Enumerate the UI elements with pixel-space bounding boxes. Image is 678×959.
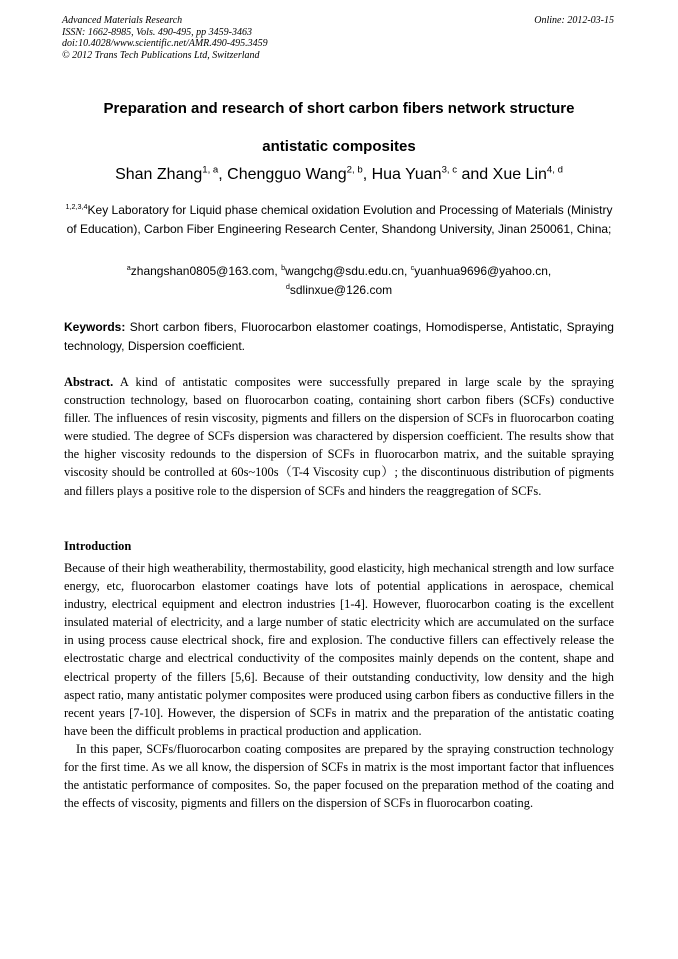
journal-name: Advanced Materials Research (62, 15, 183, 26)
author-name: Xue Lin (492, 166, 547, 183)
abstract-label: Abstract. (64, 375, 114, 389)
affiliation-sup: 1,2,3,4 (65, 202, 88, 211)
author-name: Chengguo Wang (227, 166, 347, 183)
email-sup: b (281, 263, 286, 272)
email-sep: , (547, 264, 552, 278)
section-heading-introduction: Introduction (64, 539, 132, 553)
keywords-section (64, 318, 614, 356)
journal-copyright: © 2012 Trans Tech Publications Ltd, Switzerland (62, 49, 260, 61)
keywords-text: Short carbon fibers, Fluorocarbon elastomer coatings, Homodisperse, Antistatic, Spraying technology, Dispersion coefficient. (64, 320, 614, 353)
author-list (64, 164, 614, 186)
email-sup: d (285, 282, 290, 291)
email-address: sdlinxue@126.com (289, 283, 393, 297)
email-sep: , (274, 264, 282, 278)
author-sup: 2, b (346, 164, 363, 176)
title-line-1: Preparation and research of short carbon fibers network structure (103, 100, 575, 117)
author-sup: 4, d (546, 164, 563, 176)
affiliation (64, 201, 614, 239)
abstract-text: A kind of antistatic composites were successfully prepared in large scale by the spraying construction technology, based on fluorocarbon coating, containing short carbon fibers (SCFs) conductive filler. The influences of resin viscosity, pigments and fillers on the dispersion of SCFs in fluorocarbon coating were studied. The degree of SCFs dispersion was charactered by dispersion coefficient. The results show that the higher viscosity redounds to the dispersion of SCFs in fluorocarbon matrix, and the suitable spraying viscosity should be controlled at 60s~100s（T-4 Viscosity cup）; the discontinuous distribution of pigments and fillers plays a positive role to the dispersion of SCFs and hinders the reaggregation of SCFs. (64, 375, 614, 498)
author-sup: 3, c (441, 164, 458, 176)
email-sup: a (126, 263, 131, 272)
introduction-body (64, 559, 614, 812)
paragraph: Because of their high weatherability, thermostability, good elasticity, high mechanical strength and low surface energy, etc, fluorocarbon elastomer coatings have lots of potential applications in aerospace, chemical industry, electrical equipment and electron industries [1-4]. However, fluorocarbon coating is the excellent insulated material of electricity, and a large number of static electricity which are accumulated on the surface in using process cause electrical shock, fire and explosion. The conductive fillers can effectively release the electrostatic charge and electrical conductivity of the composites mainly depends on the content, shape and electrical property of the fillers [5,6]. Because of their outstanding conductivity, low density and the high aspect ratio, many antistatic polymer composites were produced using carbon fibers as conductive fillers in the recent years [7-10]. However, the dispersion of SCFs in matrix and the preparation of the antistatic coating have been the difficult problems in practical production and application. (64, 561, 614, 738)
journal-header (62, 15, 422, 61)
author-name: Hua Yuan (371, 166, 442, 183)
paper-title (64, 90, 614, 166)
email-sup: c (410, 263, 415, 272)
author-sup: 1, a (202, 164, 219, 176)
paragraph: In this paper, SCFs/fluorocarbon coating composites are prepared by the spraying construction technology for the first time. As we all know, the dispersion of SCFs in matrix is the most important factor that influences the antistatic performance of composites. So, the paper focused on the preparation method of the coating and the effects of viscosity, pigments and fillers on the dispersion of SCFs in fluorocarbon coating. (64, 741, 614, 811)
author-sep: , (218, 166, 228, 183)
email-sep: , (404, 264, 411, 278)
author-sep: , (362, 166, 372, 183)
email-address: wangchg@sdu.edu.cn (285, 264, 404, 278)
journal-doi: doi:10.4028/www.scientific.net/AMR.490-495.3459 (62, 38, 268, 49)
author-name: Shan Zhang (115, 166, 203, 183)
email-address: zhangshan0805@163.com (130, 264, 275, 278)
journal-issn: ISSN: 1662-8985, Vols. 490-495, pp 3459-3463 (62, 26, 252, 38)
title-line-2: antistatic composites (262, 138, 416, 155)
keywords-label: Keywords: (64, 320, 126, 334)
abstract-section (64, 373, 614, 500)
online-date: Online: 2012-03-15 (534, 15, 614, 26)
author-sep: and (457, 166, 493, 183)
email-address: yuanhua9696@yahoo.cn (414, 264, 548, 278)
affiliation-text: Key Laboratory for Liquid phase chemical oxidation Evolution and Processing of Materials (Ministry of Education), Carbon Fiber Engineering Research Center, Shandong University, Jinan 250061, China; (66, 203, 613, 236)
author-emails (64, 262, 614, 300)
